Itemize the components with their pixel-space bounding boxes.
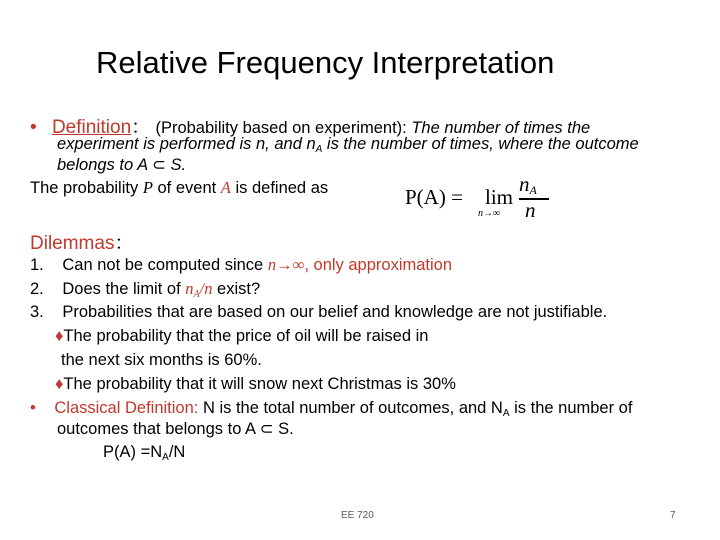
dilemma-text-2c: /n bbox=[199, 279, 213, 298]
formula-num: n bbox=[519, 172, 530, 196]
formula-under: n→∞ bbox=[478, 208, 501, 219]
dilemma-text-2a: Does the limit of bbox=[62, 280, 186, 298]
dilemmas-colon: ： bbox=[114, 233, 134, 254]
classical-formula-2: /N bbox=[168, 443, 186, 461]
diamond-icon: ♦ bbox=[55, 375, 64, 393]
dilemma-text-2b: n bbox=[185, 279, 194, 298]
definition-text-2 bbox=[57, 135, 639, 155]
classical-label: Classical Definition: bbox=[54, 399, 199, 417]
dilemma-num-2: 2. bbox=[30, 280, 44, 298]
example-1-text-1: The probability that the price of oil will be raised in bbox=[63, 327, 429, 345]
example-2-line bbox=[55, 375, 456, 394]
dilemma-text-1c: , only approximation bbox=[304, 256, 453, 274]
classical-text-1-sub: A bbox=[502, 408, 510, 419]
dilemma-text-1a: Can not be computed since bbox=[62, 256, 268, 274]
classical-formula-sub: A bbox=[162, 452, 169, 463]
formula-lhs: P(A) = bbox=[405, 185, 463, 209]
definition-colon: ： bbox=[131, 117, 151, 138]
footer-course: EE 720 bbox=[341, 510, 374, 521]
probability-symbol-p: P bbox=[142, 178, 153, 197]
classical-text-2: is the number of bbox=[509, 399, 633, 417]
probability-line-t1: The probability bbox=[30, 179, 143, 197]
slide-title: Relative Frequency Interpretation bbox=[96, 45, 555, 80]
footer-page-number: 7 bbox=[670, 510, 676, 521]
dilemma-item-2 bbox=[30, 279, 260, 300]
example-1-line-1 bbox=[55, 327, 428, 346]
dilemma-text-2d: exist? bbox=[212, 280, 261, 298]
formula-denominator: n bbox=[525, 198, 536, 222]
probability-line-t2: of event bbox=[152, 179, 221, 197]
definition-text-1: The number of times the bbox=[411, 119, 591, 137]
dilemma-num-1: 1. bbox=[30, 256, 44, 274]
classical-formula-1: P(A) =N bbox=[103, 443, 163, 461]
dilemma-item-3 bbox=[30, 303, 607, 322]
formula-numerator bbox=[519, 172, 537, 198]
definition-text-2b: is the number of times, where the outcome bbox=[322, 135, 639, 153]
classical-line-2: outcomes that belongs to A ⊂ S. bbox=[57, 420, 294, 438]
limit-formula bbox=[405, 170, 555, 228]
dilemma-num-3: 3. bbox=[30, 303, 44, 321]
dilemma-text-1b: n→∞ bbox=[267, 255, 305, 274]
definition-paren: (Probability based on experiment): bbox=[155, 119, 412, 137]
example-1-line-2: the next six months is 60%. bbox=[61, 351, 262, 369]
dilemmas-heading-text: Dilemmas bbox=[30, 233, 115, 254]
formula-lim: lim bbox=[485, 185, 514, 209]
dilemma-text-3a: Probabilities that are based on our belief and knowledge are not justifiable. bbox=[62, 303, 608, 321]
probability-line bbox=[30, 178, 328, 198]
formula-num-sub: A bbox=[529, 183, 537, 197]
classical-bullet: • bbox=[30, 399, 36, 417]
definition-text-3: belongs to A ⊂ S. bbox=[57, 156, 187, 174]
diamond-icon: ♦ bbox=[55, 327, 64, 345]
definition-label: Definition bbox=[51, 117, 132, 138]
dilemmas-heading bbox=[30, 228, 133, 255]
definition-text-2a: experiment is performed is n, and n bbox=[57, 135, 316, 153]
example-2-text: The probability that it will snow next Christmas is 30% bbox=[63, 375, 456, 393]
probability-line-t3: is defined as bbox=[230, 179, 329, 197]
dilemma-item-1 bbox=[30, 255, 452, 275]
probability-symbol-a: A bbox=[220, 178, 231, 197]
classical-formula bbox=[103, 443, 185, 463]
dilemma-text-2b-sub: A bbox=[193, 289, 200, 300]
classical-text-1: N is the total number of outcomes, and N bbox=[198, 399, 503, 417]
classical-definition-row bbox=[30, 399, 632, 419]
bullet: • bbox=[30, 117, 37, 138]
definition-text-2-sub: A bbox=[315, 144, 323, 155]
